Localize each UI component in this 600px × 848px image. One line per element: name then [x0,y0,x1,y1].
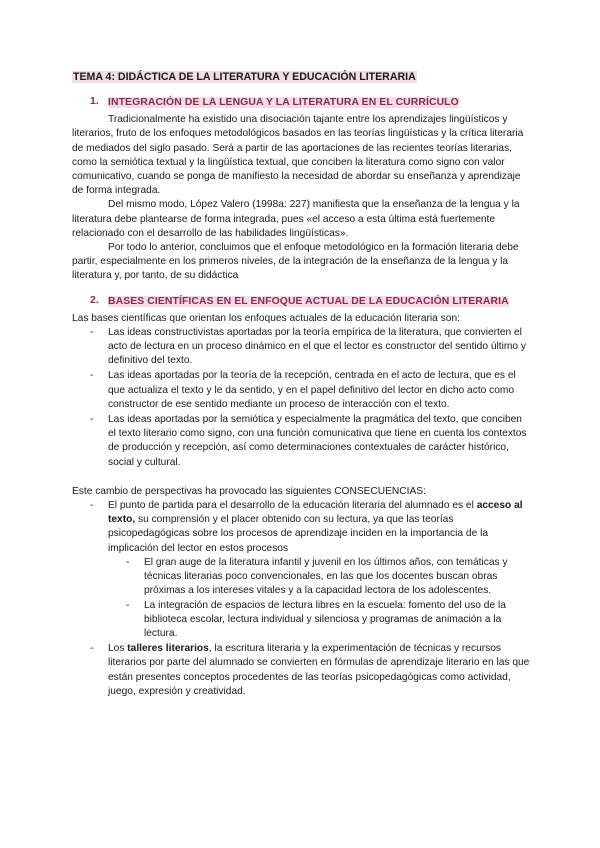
sublist-item-text: La integración de espacios de lectura libres en la escuela: fomento del uso de la biblioteca escolar, lectura individual y silenciosa y programas de animación a la lectura. [144,599,506,639]
consequence-text-before: Los [108,643,128,655]
dash-bullet: - [90,643,94,655]
list-item-text: Las ideas aportadas por la semiótica y especialmente la pragmática del texto, que conciben el texto literario como signo, con una función comunicativa que tiene en cuenta los contextos de producción y recepción, así como determinaciones contextuales de carácter histórico, social y cultural. [108,414,527,468]
sublist-item-text: El gran auge de la literatura infantil y juvenil en los últimos años, con temáticas y técnicas literarias poco convencionales, en las que los docentes buscan obras próximas a los intereses vitales y a la capacidad lectora de los adolescentes. [144,556,508,597]
consequence-bold: acceso al texto, [108,500,523,526]
consequence-text-after: , la escritura literaria y la experimentación de técnicas y recursos literarios por parte del alumnado se convierten en fórmulas de aprendizaje literario en las que están presentes conceptos procedentes de las teorías psicopedagógicas como actividad, juego, expresión y creatividad. [108,643,530,697]
document-title-text: TEMA 4: DIDÁCTICA DE LA LITERATURA Y EDUCACIÓN LITERARIA [73,71,416,83]
document-title [72,70,530,84]
consequences-intro: Este cambio de perspectivas ha provocado las siguientes CONSECUENCIAS: [72,485,426,497]
section-1-heading [90,95,530,111]
consequences-list [72,499,530,699]
dash-bullet: - [90,414,94,426]
section-1-paragraph-3: Por todo lo anterior, concluimos que el enfoque metodológico en la formación literaria debe partir, especialmente en los primeros niveles, de la integración de la enseñanza de la lengua y la literatura y, por tanto, de su didáctica [72,242,519,282]
sublist-item [108,556,530,599]
consequence-text-before: El punto de partida para el desarrollo de la educación literaria del alumnado es el [108,500,477,512]
section-2-intro: Las bases científicas que orientan los enfoques actuales de la educación literaria son: [72,312,460,324]
list-item [72,642,530,699]
dash-bullet: - [90,500,94,512]
section-2-number: 2. [90,294,99,306]
section-1-number: 1. [90,96,99,108]
section-2-heading-text: BASES CIENTÍFICAS EN EL ENFOQUE ACTUAL DE LA EDUCACIÓN LITERARIA [108,295,509,307]
document-content [72,70,530,700]
sublist-item [108,599,530,642]
list-item [72,499,530,641]
consequence-bold: talleres literarios [127,643,209,655]
list-item-text: Las ideas constructivistas aportadas por la teoría empírica de la literatura, que convierten el acto de lectura en un proceso dinámico en el que el lector es constructor del sentido último y definitivo del texto. [108,326,526,367]
consequence-sublist [108,556,530,641]
dash-bullet: - [126,556,130,568]
consequence-text-after: su comprensión y el placer obtenido con su lectura, ya que las teorías psicopedagógicas sobre los procesos de aprendizaje inciden en la importancia de la implicación del lector en estos procesos [108,514,489,554]
dash-bullet: - [126,599,130,611]
section-1-heading-text: INTEGRACIÓN DE LA LENGUA Y LA LITERATURA EN EL CURRÍCULO [108,97,459,109]
bases-list [72,326,530,470]
section-1-paragraph-2: Del mismo modo, López Valero (1998a: 227) manifiesta que la enseñanza de la lengua y la literatura debe plantearse de forma integrada, pues «el acceso a esta última está fuertemente relacionado con el desarrollo de las habilidades lingüísticas». [72,199,520,239]
section-1-paragraph-1: Tradicionalmente ha existido una disociación tajante entre los aprendizajes lingüísticos y literarios, fruto de los enfoques metodológicos basados en las teorías lingüísticas y la crítica literaria de mediados del siglo pasado. Será a partir de las aportaciones de las recientes teorías literarias, como la semiótica textual y la lingüística textual, que conciben la literatura como signo con valor comunicativo, cuando se ponga de manifiesto la necesidad de abordar su enseñanza y aprendizaje de forma integrada. [72,114,524,197]
list-item [72,413,530,470]
dash-bullet: - [90,326,94,338]
dash-bullet: - [90,370,94,382]
list-item [72,326,530,369]
section-2-heading [90,294,530,310]
list-item-text: Las ideas aportadas por la teoría de la recepción, centrada en el acto de lectura, que es el que actualiza el texto y le da sentido, y en el papel definitivo del lector en dicho acto como constructor de ese sentido mediante un proceso de interacción con el texto. [108,370,516,410]
list-item [72,369,530,412]
